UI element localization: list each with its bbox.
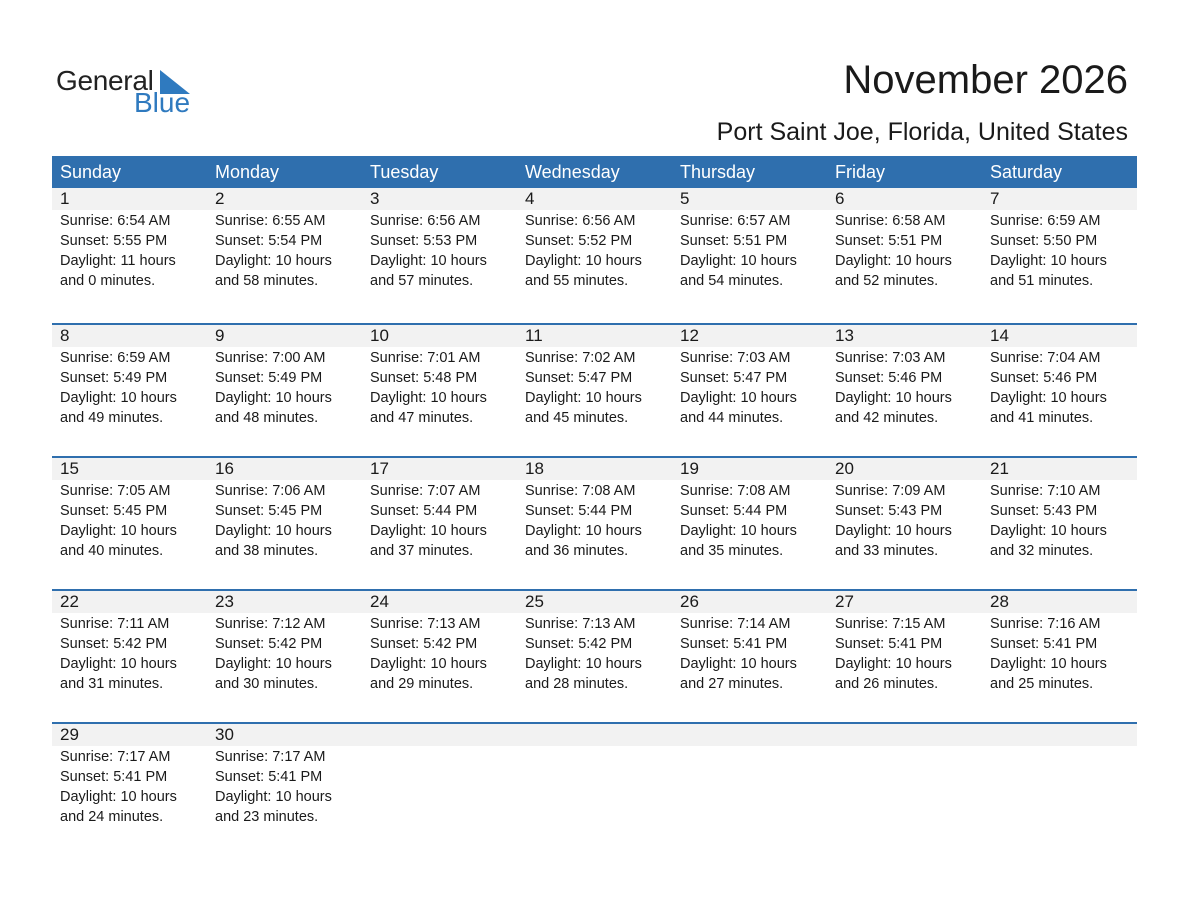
day-number: 23 (215, 592, 234, 611)
day-sunset-text: Sunset: 5:46 PM (990, 370, 1098, 386)
day-minutes-text: and 55 minutes. (525, 273, 629, 289)
day-cell (672, 347, 827, 428)
day-daylight-text: Daylight: 10 hours (525, 656, 642, 672)
day-info-row (52, 347, 1137, 428)
calendar-week (52, 188, 1137, 323)
date-strip (52, 591, 1137, 613)
day-cell (517, 347, 672, 428)
day-cell (362, 347, 517, 428)
day-cell (827, 746, 982, 827)
day-number: 6 (835, 189, 845, 208)
day-daylight-text: Daylight: 10 hours (215, 253, 332, 269)
day-sunrise-text: Sunrise: 7:13 AM (370, 616, 481, 632)
day-info-row (52, 210, 1137, 291)
day-cell (207, 746, 362, 827)
calendar-week (52, 589, 1137, 722)
day-sunrise-text: Sunrise: 6:59 AM (60, 350, 171, 366)
day-number: 5 (680, 189, 690, 208)
day-cell (672, 613, 827, 694)
day-minutes-text: and 35 minutes. (680, 543, 784, 559)
day-minutes-text: and 40 minutes. (60, 543, 164, 559)
date-strip (52, 458, 1137, 480)
day-cell (827, 480, 982, 561)
day-cell (362, 746, 517, 827)
day-sunrise-text: Sunrise: 7:08 AM (680, 483, 791, 499)
day-number (982, 724, 1137, 746)
day-sunset-text: Sunset: 5:44 PM (525, 503, 633, 519)
day-cell (672, 210, 827, 291)
day-daylight-text: Daylight: 10 hours (680, 253, 797, 269)
day-sunrise-text: Sunrise: 7:06 AM (215, 483, 326, 499)
day-sunset-text: Sunset: 5:45 PM (215, 503, 323, 519)
day-sunrise-text: Sunrise: 6:58 AM (835, 213, 946, 229)
day-sunrise-text: Sunrise: 7:17 AM (60, 749, 171, 765)
day-sunset-text: Sunset: 5:53 PM (370, 233, 478, 249)
day-number: 28 (990, 592, 1009, 611)
day-daylight-text: Daylight: 10 hours (525, 390, 642, 406)
day-number (672, 724, 827, 746)
day-number: 20 (835, 459, 854, 478)
date-strip (52, 188, 1137, 210)
day-minutes-text: and 58 minutes. (215, 273, 319, 289)
day-daylight-text: Daylight: 10 hours (215, 523, 332, 539)
day-info-row (52, 746, 1137, 827)
day-cell (982, 746, 1137, 827)
day-number: 17 (370, 459, 389, 478)
day-sunrise-text: Sunrise: 7:04 AM (990, 350, 1101, 366)
day-sunrise-text: Sunrise: 7:03 AM (835, 350, 946, 366)
weekday-label: Wednesday (525, 162, 620, 182)
day-sunset-text: Sunset: 5:49 PM (215, 370, 323, 386)
day-daylight-text: Daylight: 10 hours (60, 789, 177, 805)
day-sunset-text: Sunset: 5:41 PM (215, 769, 323, 785)
day-daylight-text: Daylight: 10 hours (680, 656, 797, 672)
day-cell (207, 613, 362, 694)
day-number: 27 (835, 592, 854, 611)
day-sunset-text: Sunset: 5:48 PM (370, 370, 478, 386)
day-minutes-text: and 41 minutes. (990, 410, 1094, 426)
day-minutes-text: and 23 minutes. (215, 809, 319, 825)
day-number: 9 (215, 326, 225, 345)
day-sunrise-text: Sunrise: 7:11 AM (60, 616, 170, 632)
calendar-grid (52, 156, 1137, 855)
day-minutes-text: and 33 minutes. (835, 543, 939, 559)
day-cell (52, 347, 207, 428)
day-daylight-text: Daylight: 10 hours (990, 390, 1107, 406)
day-number: 4 (525, 189, 535, 208)
day-sunrise-text: Sunrise: 7:07 AM (370, 483, 481, 499)
day-number: 10 (370, 326, 389, 345)
day-cell (982, 347, 1137, 428)
weekday-label: Friday (835, 162, 886, 182)
day-sunset-text: Sunset: 5:52 PM (525, 233, 633, 249)
calendar-week (52, 722, 1137, 855)
day-cell (517, 746, 672, 827)
day-number: 29 (60, 725, 79, 744)
day-minutes-text: and 24 minutes. (60, 809, 164, 825)
day-daylight-text: Daylight: 10 hours (370, 253, 487, 269)
day-minutes-text: and 26 minutes. (835, 676, 939, 692)
day-cell (207, 347, 362, 428)
day-sunrise-text: Sunrise: 6:55 AM (215, 213, 326, 229)
day-sunrise-text: Sunrise: 7:12 AM (215, 616, 326, 632)
weekday-label: Tuesday (370, 162, 439, 182)
day-number: 8 (60, 326, 70, 345)
date-strip (52, 724, 1137, 746)
day-sunset-text: Sunset: 5:42 PM (60, 636, 168, 652)
day-daylight-text: Daylight: 10 hours (60, 523, 177, 539)
logo-blue-text: Blue (134, 87, 191, 118)
day-number: 30 (215, 725, 234, 744)
day-sunset-text: Sunset: 5:54 PM (215, 233, 323, 249)
day-minutes-text: and 52 minutes. (835, 273, 939, 289)
day-number: 26 (680, 592, 699, 611)
day-minutes-text: and 32 minutes. (990, 543, 1094, 559)
calendar-week (52, 456, 1137, 589)
day-sunset-text: Sunset: 5:44 PM (370, 503, 478, 519)
day-cell (827, 613, 982, 694)
day-minutes-text: and 57 minutes. (370, 273, 474, 289)
day-sunset-text: Sunset: 5:42 PM (370, 636, 478, 652)
day-daylight-text: Daylight: 10 hours (60, 390, 177, 406)
day-minutes-text: and 31 minutes. (60, 676, 164, 692)
day-cell (52, 480, 207, 561)
day-cell (52, 746, 207, 827)
day-minutes-text: and 48 minutes. (215, 410, 319, 426)
day-sunset-text: Sunset: 5:49 PM (60, 370, 168, 386)
day-daylight-text: Daylight: 10 hours (990, 253, 1107, 269)
day-number: 24 (370, 592, 389, 611)
day-cell (672, 480, 827, 561)
day-daylight-text: Daylight: 10 hours (525, 523, 642, 539)
weekday-label: Saturday (990, 162, 1063, 182)
day-minutes-text: and 47 minutes. (370, 410, 474, 426)
day-sunrise-text: Sunrise: 7:03 AM (680, 350, 791, 366)
day-minutes-text: and 25 minutes. (990, 676, 1094, 692)
day-sunrise-text: Sunrise: 7:08 AM (525, 483, 636, 499)
day-minutes-text: and 42 minutes. (835, 410, 939, 426)
day-minutes-text: and 28 minutes. (525, 676, 629, 692)
day-daylight-text: Daylight: 10 hours (60, 656, 177, 672)
day-sunset-text: Sunset: 5:47 PM (680, 370, 788, 386)
day-daylight-text: Daylight: 10 hours (680, 523, 797, 539)
day-daylight-text: Daylight: 10 hours (215, 656, 332, 672)
day-number: 1 (60, 189, 70, 208)
day-daylight-text: Daylight: 10 hours (835, 390, 952, 406)
day-sunrise-text: Sunrise: 6:56 AM (525, 213, 636, 229)
day-sunset-text: Sunset: 5:42 PM (215, 636, 323, 652)
day-number: 16 (215, 459, 234, 478)
day-sunrise-text: Sunrise: 6:59 AM (990, 213, 1101, 229)
location-subtitle: Port Saint Joe, Florida, United States (716, 118, 1128, 146)
day-info-row (52, 613, 1137, 694)
day-sunrise-text: Sunrise: 6:57 AM (680, 213, 791, 229)
day-daylight-text: Daylight: 10 hours (990, 523, 1107, 539)
day-sunset-text: Sunset: 5:41 PM (990, 636, 1098, 652)
day-sunrise-text: Sunrise: 7:05 AM (60, 483, 171, 499)
weekday-label: Thursday (680, 162, 756, 182)
day-daylight-text: Daylight: 10 hours (215, 390, 332, 406)
day-sunset-text: Sunset: 5:47 PM (525, 370, 633, 386)
day-cell (517, 480, 672, 561)
day-daylight-text: Daylight: 10 hours (835, 656, 952, 672)
day-minutes-text: and 0 minutes. (60, 273, 156, 289)
day-number: 13 (835, 326, 854, 345)
day-minutes-text: and 30 minutes. (215, 676, 319, 692)
day-number: 18 (525, 459, 544, 478)
day-sunrise-text: Sunrise: 7:00 AM (215, 350, 326, 366)
day-cell (517, 210, 672, 291)
day-number (827, 724, 982, 746)
day-minutes-text: and 51 minutes. (990, 273, 1094, 289)
calendar-week (52, 323, 1137, 456)
brand-logo (56, 66, 206, 122)
day-sunrise-text: Sunrise: 7:14 AM (680, 616, 791, 632)
day-cell (207, 480, 362, 561)
day-sunset-text: Sunset: 5:44 PM (680, 503, 788, 519)
day-minutes-text: and 29 minutes. (370, 676, 474, 692)
day-cell (982, 613, 1137, 694)
day-number: 14 (990, 326, 1009, 345)
day-sunset-text: Sunset: 5:43 PM (835, 503, 943, 519)
day-cell (362, 480, 517, 561)
day-sunset-text: Sunset: 5:55 PM (60, 233, 168, 249)
logo-general-text: General (56, 65, 154, 96)
day-sunset-text: Sunset: 5:51 PM (680, 233, 788, 249)
day-sunset-text: Sunset: 5:43 PM (990, 503, 1098, 519)
day-daylight-text: Daylight: 10 hours (680, 390, 797, 406)
day-sunset-text: Sunset: 5:41 PM (835, 636, 943, 652)
day-cell (982, 210, 1137, 291)
day-sunset-text: Sunset: 5:42 PM (525, 636, 633, 652)
day-cell (52, 613, 207, 694)
day-daylight-text: Daylight: 10 hours (835, 253, 952, 269)
day-info-row (52, 480, 1137, 561)
day-cell (827, 210, 982, 291)
day-minutes-text: and 38 minutes. (215, 543, 319, 559)
day-sunset-text: Sunset: 5:51 PM (835, 233, 943, 249)
day-sunset-text: Sunset: 5:41 PM (680, 636, 788, 652)
day-sunrise-text: Sunrise: 7:09 AM (835, 483, 946, 499)
day-minutes-text: and 45 minutes. (525, 410, 629, 426)
weekday-label: Sunday (60, 162, 122, 182)
day-sunrise-text: Sunrise: 7:10 AM (990, 483, 1101, 499)
day-cell (672, 746, 827, 827)
day-number: 12 (680, 326, 699, 345)
day-daylight-text: Daylight: 11 hours (60, 253, 176, 269)
day-daylight-text: Daylight: 10 hours (370, 656, 487, 672)
day-daylight-text: Daylight: 10 hours (525, 253, 642, 269)
day-sunrise-text: Sunrise: 7:02 AM (525, 350, 636, 366)
day-number: 11 (525, 326, 543, 345)
day-cell (982, 480, 1137, 561)
day-minutes-text: and 37 minutes. (370, 543, 474, 559)
day-sunrise-text: Sunrise: 6:56 AM (370, 213, 481, 229)
day-sunset-text: Sunset: 5:45 PM (60, 503, 168, 519)
day-cell (362, 613, 517, 694)
day-number: 21 (990, 459, 1009, 478)
day-number: 2 (215, 189, 225, 208)
day-number (517, 724, 672, 746)
day-number: 15 (60, 459, 79, 478)
day-daylight-text: Daylight: 10 hours (370, 390, 487, 406)
day-minutes-text: and 54 minutes. (680, 273, 784, 289)
date-strip (52, 325, 1137, 347)
day-cell (362, 210, 517, 291)
day-daylight-text: Daylight: 10 hours (215, 789, 332, 805)
weekday-header (52, 156, 1137, 188)
day-number: 7 (990, 189, 1000, 208)
day-minutes-text: and 44 minutes. (680, 410, 784, 426)
day-number: 22 (60, 592, 79, 611)
day-cell (517, 613, 672, 694)
day-number (362, 724, 517, 746)
page-title: November 2026 (843, 58, 1128, 102)
day-daylight-text: Daylight: 10 hours (835, 523, 952, 539)
day-sunset-text: Sunset: 5:46 PM (835, 370, 943, 386)
day-cell (52, 210, 207, 291)
day-cell (827, 347, 982, 428)
day-number: 19 (680, 459, 699, 478)
day-number: 25 (525, 592, 544, 611)
day-sunrise-text: Sunrise: 6:54 AM (60, 213, 171, 229)
day-daylight-text: Daylight: 10 hours (990, 656, 1107, 672)
day-minutes-text: and 27 minutes. (680, 676, 784, 692)
day-daylight-text: Daylight: 10 hours (370, 523, 487, 539)
day-sunset-text: Sunset: 5:41 PM (60, 769, 168, 785)
day-sunrise-text: Sunrise: 7:16 AM (990, 616, 1101, 632)
day-minutes-text: and 49 minutes. (60, 410, 164, 426)
day-sunrise-text: Sunrise: 7:15 AM (835, 616, 946, 632)
day-cell (207, 210, 362, 291)
day-number: 3 (370, 189, 380, 208)
day-sunrise-text: Sunrise: 7:13 AM (525, 616, 636, 632)
weekday-label: Monday (215, 162, 280, 182)
day-sunrise-text: Sunrise: 7:01 AM (370, 350, 481, 366)
day-minutes-text: and 36 minutes. (525, 543, 629, 559)
day-sunset-text: Sunset: 5:50 PM (990, 233, 1098, 249)
weeks-container (52, 188, 1137, 855)
day-sunrise-text: Sunrise: 7:17 AM (215, 749, 326, 765)
